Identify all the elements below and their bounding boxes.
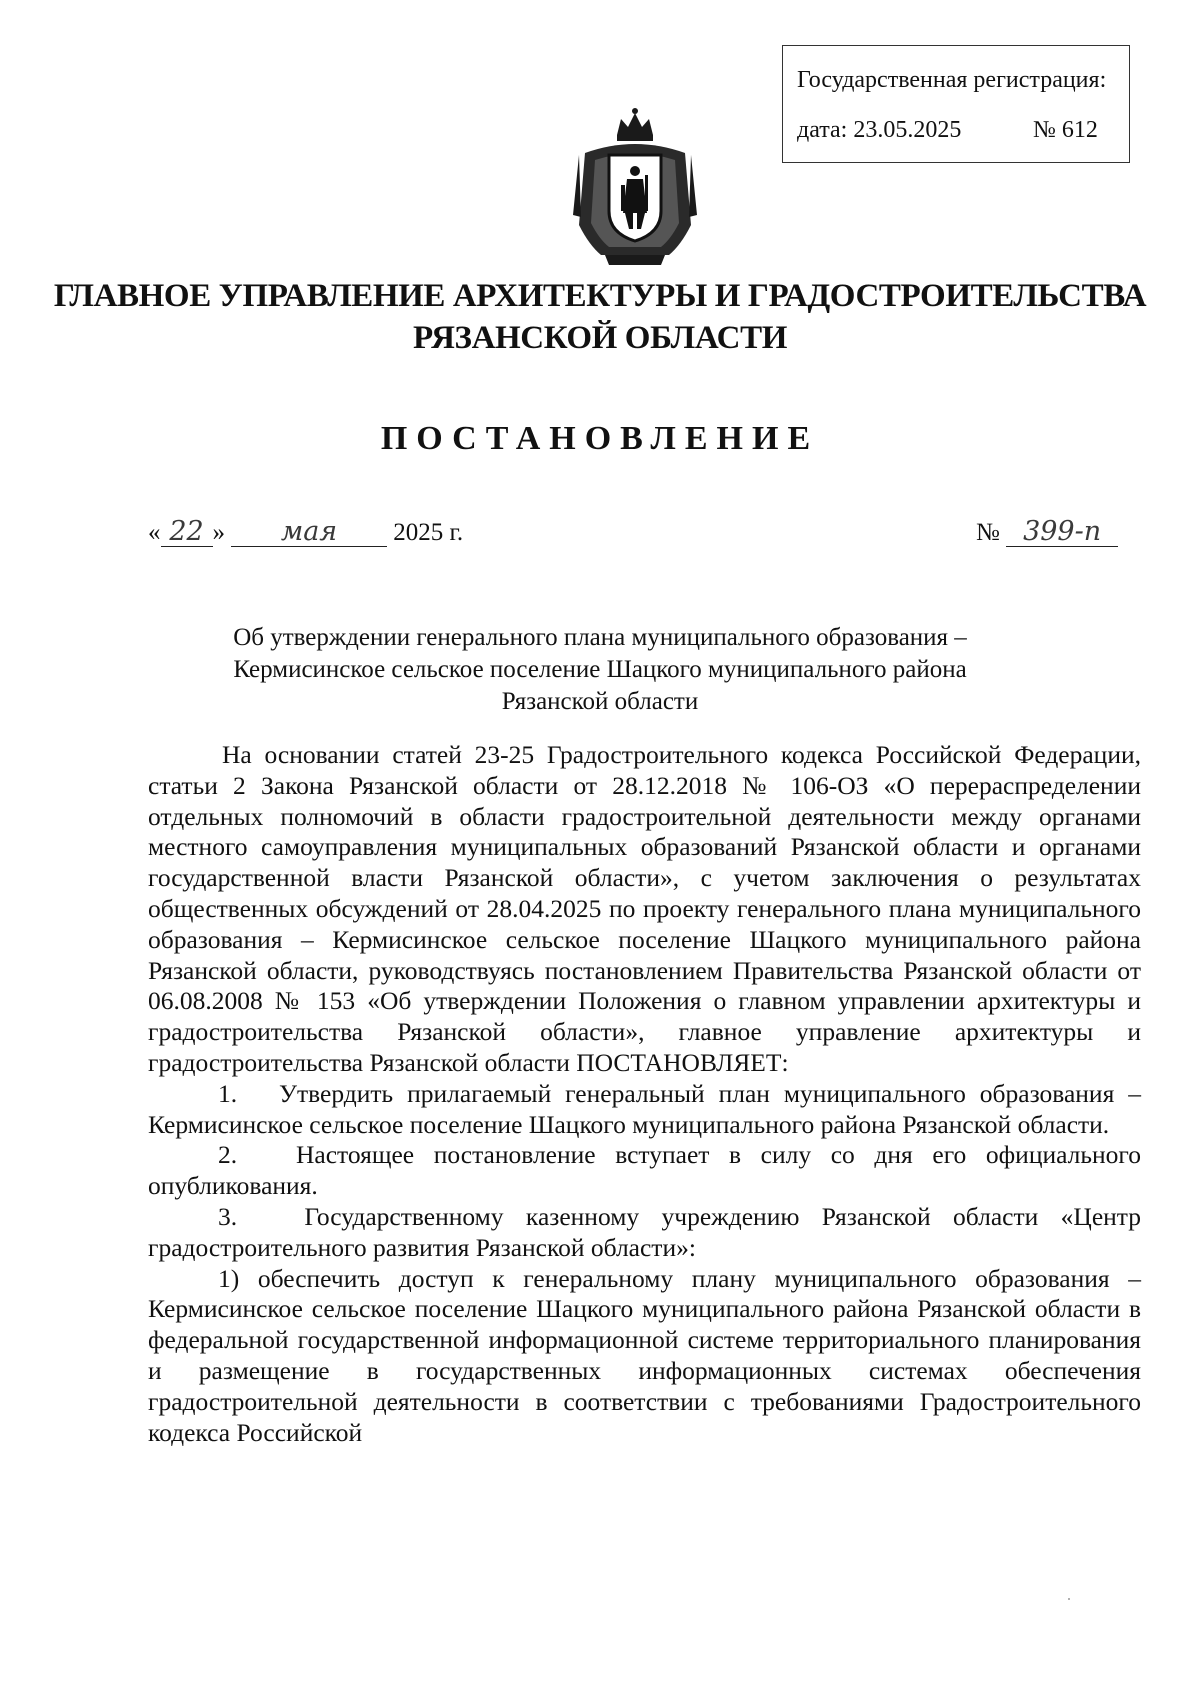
- document-subject: [0, 622, 1200, 718]
- registration-date: дата: 23.05.2025: [797, 117, 962, 143]
- registration-stamp: [782, 45, 1130, 163]
- registration-title: Государственная регистрация:: [797, 67, 1107, 93]
- quote-close: »: [212, 519, 225, 546]
- subject-line-2: Кермисинское сельское поселение Шацкого муниципального района: [233, 656, 967, 683]
- date-year: 2025 г.: [393, 519, 464, 546]
- authority-line-1: ГЛАВНОЕ УПРАВЛЕНИЕ АРХИТЕКТУРЫ И ГРАДОСТРОИТЕЛЬСТВА: [53, 278, 1147, 314]
- preamble-paragraph: На основании статей 23-25 Градостроительного кодекса Российской Федерации, статьи 2 Закона Рязанской области от 28.12.2018 № 106-ОЗ «О перераспределении отдельных полномочий в области градостроительной деятельности между органами местного самоуправления муниципальных образований Рязанской области и органами государственной власти Рязанской области», с учетом заключения о результатах общественных обсуждений от 28.04.2025 по проекту генерального плана муниципального образования – Кермисинское сельское поселение Шацкого муниципального района Рязанской области, руководствуясь постановлением Правительства Рязанской области от 06.08.2008 № 153 «Об утверждении Положения о главном управлении архитектуры и градостроительства Рязанской области», главное управление архитектуры и градостроительства Рязанской области ПОСТАНОВЛЯЕТ:: [148, 740, 1141, 1077]
- scan-artifact: [1068, 1598, 1070, 1600]
- document-body: [148, 740, 1141, 1448]
- clause-3-1: 1) обеспечить доступ к генеральному плану муниципального образования – Кермисинское сельское поселение Шацкого муниципального района Рязанской области в федеральной государственной информационной системе территориального планирования и размещение в государственных информационных системах обеспечения градостроительной деятельности в соответствии с требованиями Градостроительного кодекса Российской: [148, 1263, 1141, 1447]
- clause-1: 1. Утвердить прилагаемый генеральный план муниципального образования – Кермисинское сельское поселение Шацкого муниципального района Рязанской области.: [148, 1078, 1141, 1139]
- number-value: 399-п: [1006, 518, 1118, 547]
- document-type: ПОСТАНОВЛЕНИЕ: [380, 420, 820, 457]
- coat-of-arms-icon: [565, 105, 705, 270]
- quote-open: «: [148, 519, 161, 546]
- number-prefix: №: [976, 519, 1000, 546]
- document-date: [148, 518, 463, 547]
- subject-line-1: Об утверждении генерального плана муниципального образования –: [233, 624, 967, 651]
- registration-number: № 612: [1033, 117, 1098, 143]
- date-month: мая: [231, 518, 387, 547]
- document-number: [976, 518, 1118, 547]
- clause-3: 3. Государственному казенному учреждению Рязанской области «Центр градостроительного развития Рязанской области»:: [148, 1201, 1141, 1262]
- authority-line-2: РЯЗАНСКОЙ ОБЛАСТИ: [413, 320, 787, 356]
- subject-line-3: Рязанской области: [501, 688, 699, 715]
- authority-heading: [0, 275, 1200, 359]
- date-day: 22: [161, 518, 213, 547]
- clause-2: 2. Настоящее постановление вступает в силу со дня его официального опубликования.: [148, 1140, 1141, 1201]
